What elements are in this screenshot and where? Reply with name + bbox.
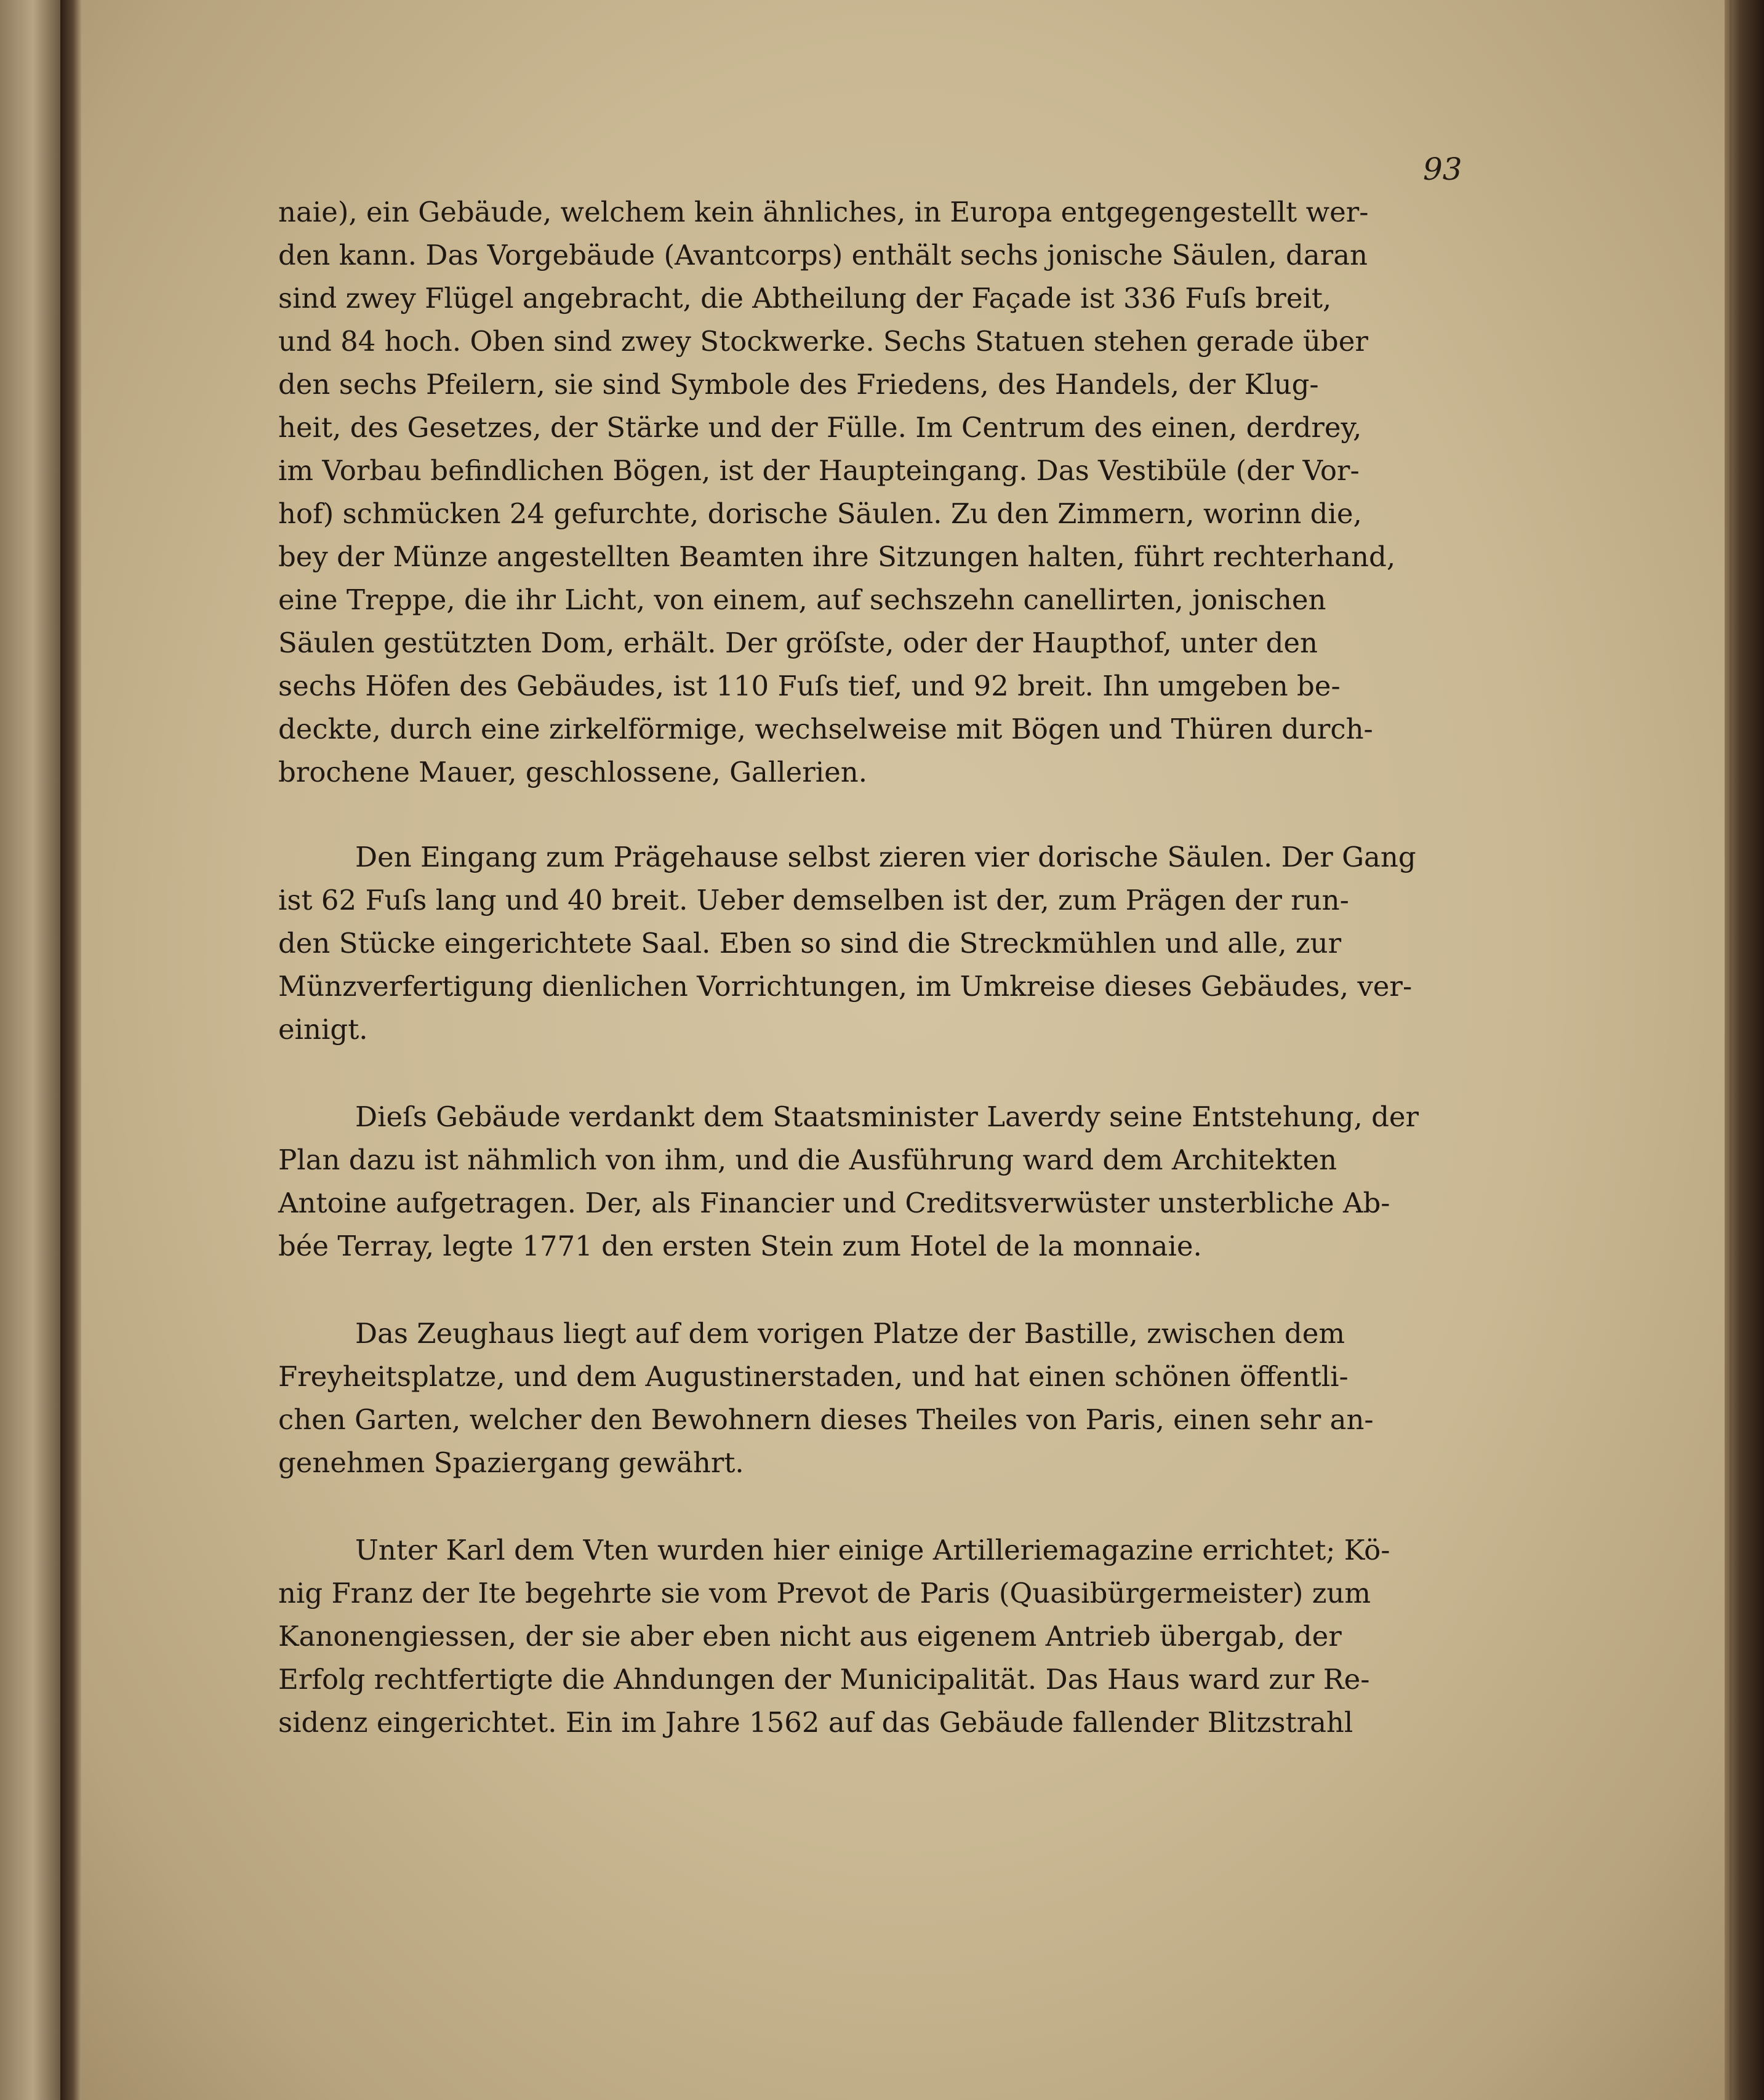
text-line: bée Terray, legte 1771 den ersten Stein zum Hotel de la monnaie. [278, 1230, 1202, 1262]
page-number: 93 [1423, 151, 1462, 187]
page-fore-edge [1730, 0, 1733, 2100]
text-line: chen Garten, welcher den Bewohnern dieses Theiles von Paris, einen sehr an- [278, 1403, 1374, 1436]
text-line: eine Treppe, die ihr Licht, von einem, auf sechszehn canellirten, jonischen [278, 583, 1326, 616]
right-page-edge [1725, 0, 1764, 2100]
text-line: Erfolg rechtfertigte die Ahndungen der Municipalität. Das Haus ward zur Re- [278, 1663, 1370, 1696]
text-line: heit, des Gesetzes, der Stärke und der Fülle. Im Centrum des einen, derdrey, [278, 411, 1362, 444]
text-line: brochene Mauer, geschlossene, Gallerien. [278, 756, 868, 788]
text-line: den sechs Pfeilern, sie sind Symbole des Friedens, des Handels, der Klug- [278, 368, 1319, 401]
text-line: naie), ein Gebäude, welchem kein ähnliches, in Europa entgegengestellt wer- [278, 196, 1369, 228]
text-line: bey der Münze angestellten Beamten ihre Sitzungen halten, führt rechterhand, [278, 540, 1396, 573]
text-line: Den Eingang zum Prägehause selbst zieren vier dorische Säulen. Der Gang [355, 841, 1416, 873]
text-line: den kann. Das Vorgebäude (Avantcorps) enthält sechs jonische Säulen, daran [278, 239, 1368, 271]
text-line: Das Zeughaus liegt auf dem vorigen Platze der Bastille, zwischen dem [355, 1317, 1345, 1350]
text-line: Plan dazu ist nähmlich von ihm, und die Ausführung ward dem Architekten [278, 1144, 1337, 1176]
text-line: einigt. [278, 1013, 368, 1046]
book-gutter [60, 0, 81, 2100]
text-line: Unter Karl dem Vten wurden hier einige Artilleriemagazine errichtet; Kö- [355, 1534, 1390, 1566]
text-line: sind zwey Flügel angebracht, die Abtheilung der Façade ist 336 Fuſs breit, [278, 282, 1332, 315]
text-line: Antoine aufgetragen. Der, als Financier und Creditsverwüster unsterbliche Ab- [278, 1187, 1390, 1219]
text-line: den Stücke eingerichtete Saal. Eben so sind die Streckmühlen und alle, zur [278, 927, 1342, 960]
text-line: genehmen Spaziergang gewährt. [278, 1446, 744, 1479]
text-line: Dieſs Gebäude verdankt dem Staatsminister Laverdy seine Entstehung, der [355, 1100, 1419, 1133]
text-line: Kanonengiessen, der sie aber eben nicht aus eigenem Antrieb übergab, der [278, 1620, 1342, 1653]
text-line: Säulen gestützten Dom, erhält. Der gröſste, oder der Haupthof, unter den [278, 627, 1318, 659]
text-line: und 84 hoch. Oben sind zwey Stockwerke. Sechs Statuen stehen gerade über [278, 325, 1368, 358]
text-line: nig Franz der Ite begehrte sie vom Prevot de Paris (Quasibürgermeister) zum [278, 1577, 1371, 1609]
text-line: sechs Höfen des Gebäudes, ist 110 Fuſs tief, und 92 breit. Ihn umgeben be- [278, 670, 1341, 702]
text-line: sidenz eingerichtet. Ein im Jahre 1562 auf das Gebäude fallender Blitzstrahl [278, 1706, 1353, 1739]
text-line: deckte, durch eine zirkelförmige, wechselweise mit Bögen und Thüren durch- [278, 713, 1373, 745]
left-page-edge [0, 0, 60, 2100]
text-line: hof) schmücken 24 gefurchte, dorische Säulen. Zu den Zimmern, worinn die, [278, 497, 1362, 530]
page-text [278, 191, 1540, 1744]
book-page [81, 0, 1725, 2100]
text-line: Münzverfertigung dienlichen Vorrichtungen, im Umkreise dieses Gebäudes, ver- [278, 970, 1413, 1003]
text-line: Freyheitsplatze, und dem Augustinerstaden, und hat einen schönen öffentli- [278, 1360, 1349, 1393]
text-line: ist 62 Fuſs lang und 40 breit. Ueber demselben ist der, zum Prägen der run- [278, 884, 1349, 916]
text-line: im Vorbau befindlichen Bögen, ist der Haupteingang. Das Vestibüle (der Vor- [278, 454, 1360, 487]
